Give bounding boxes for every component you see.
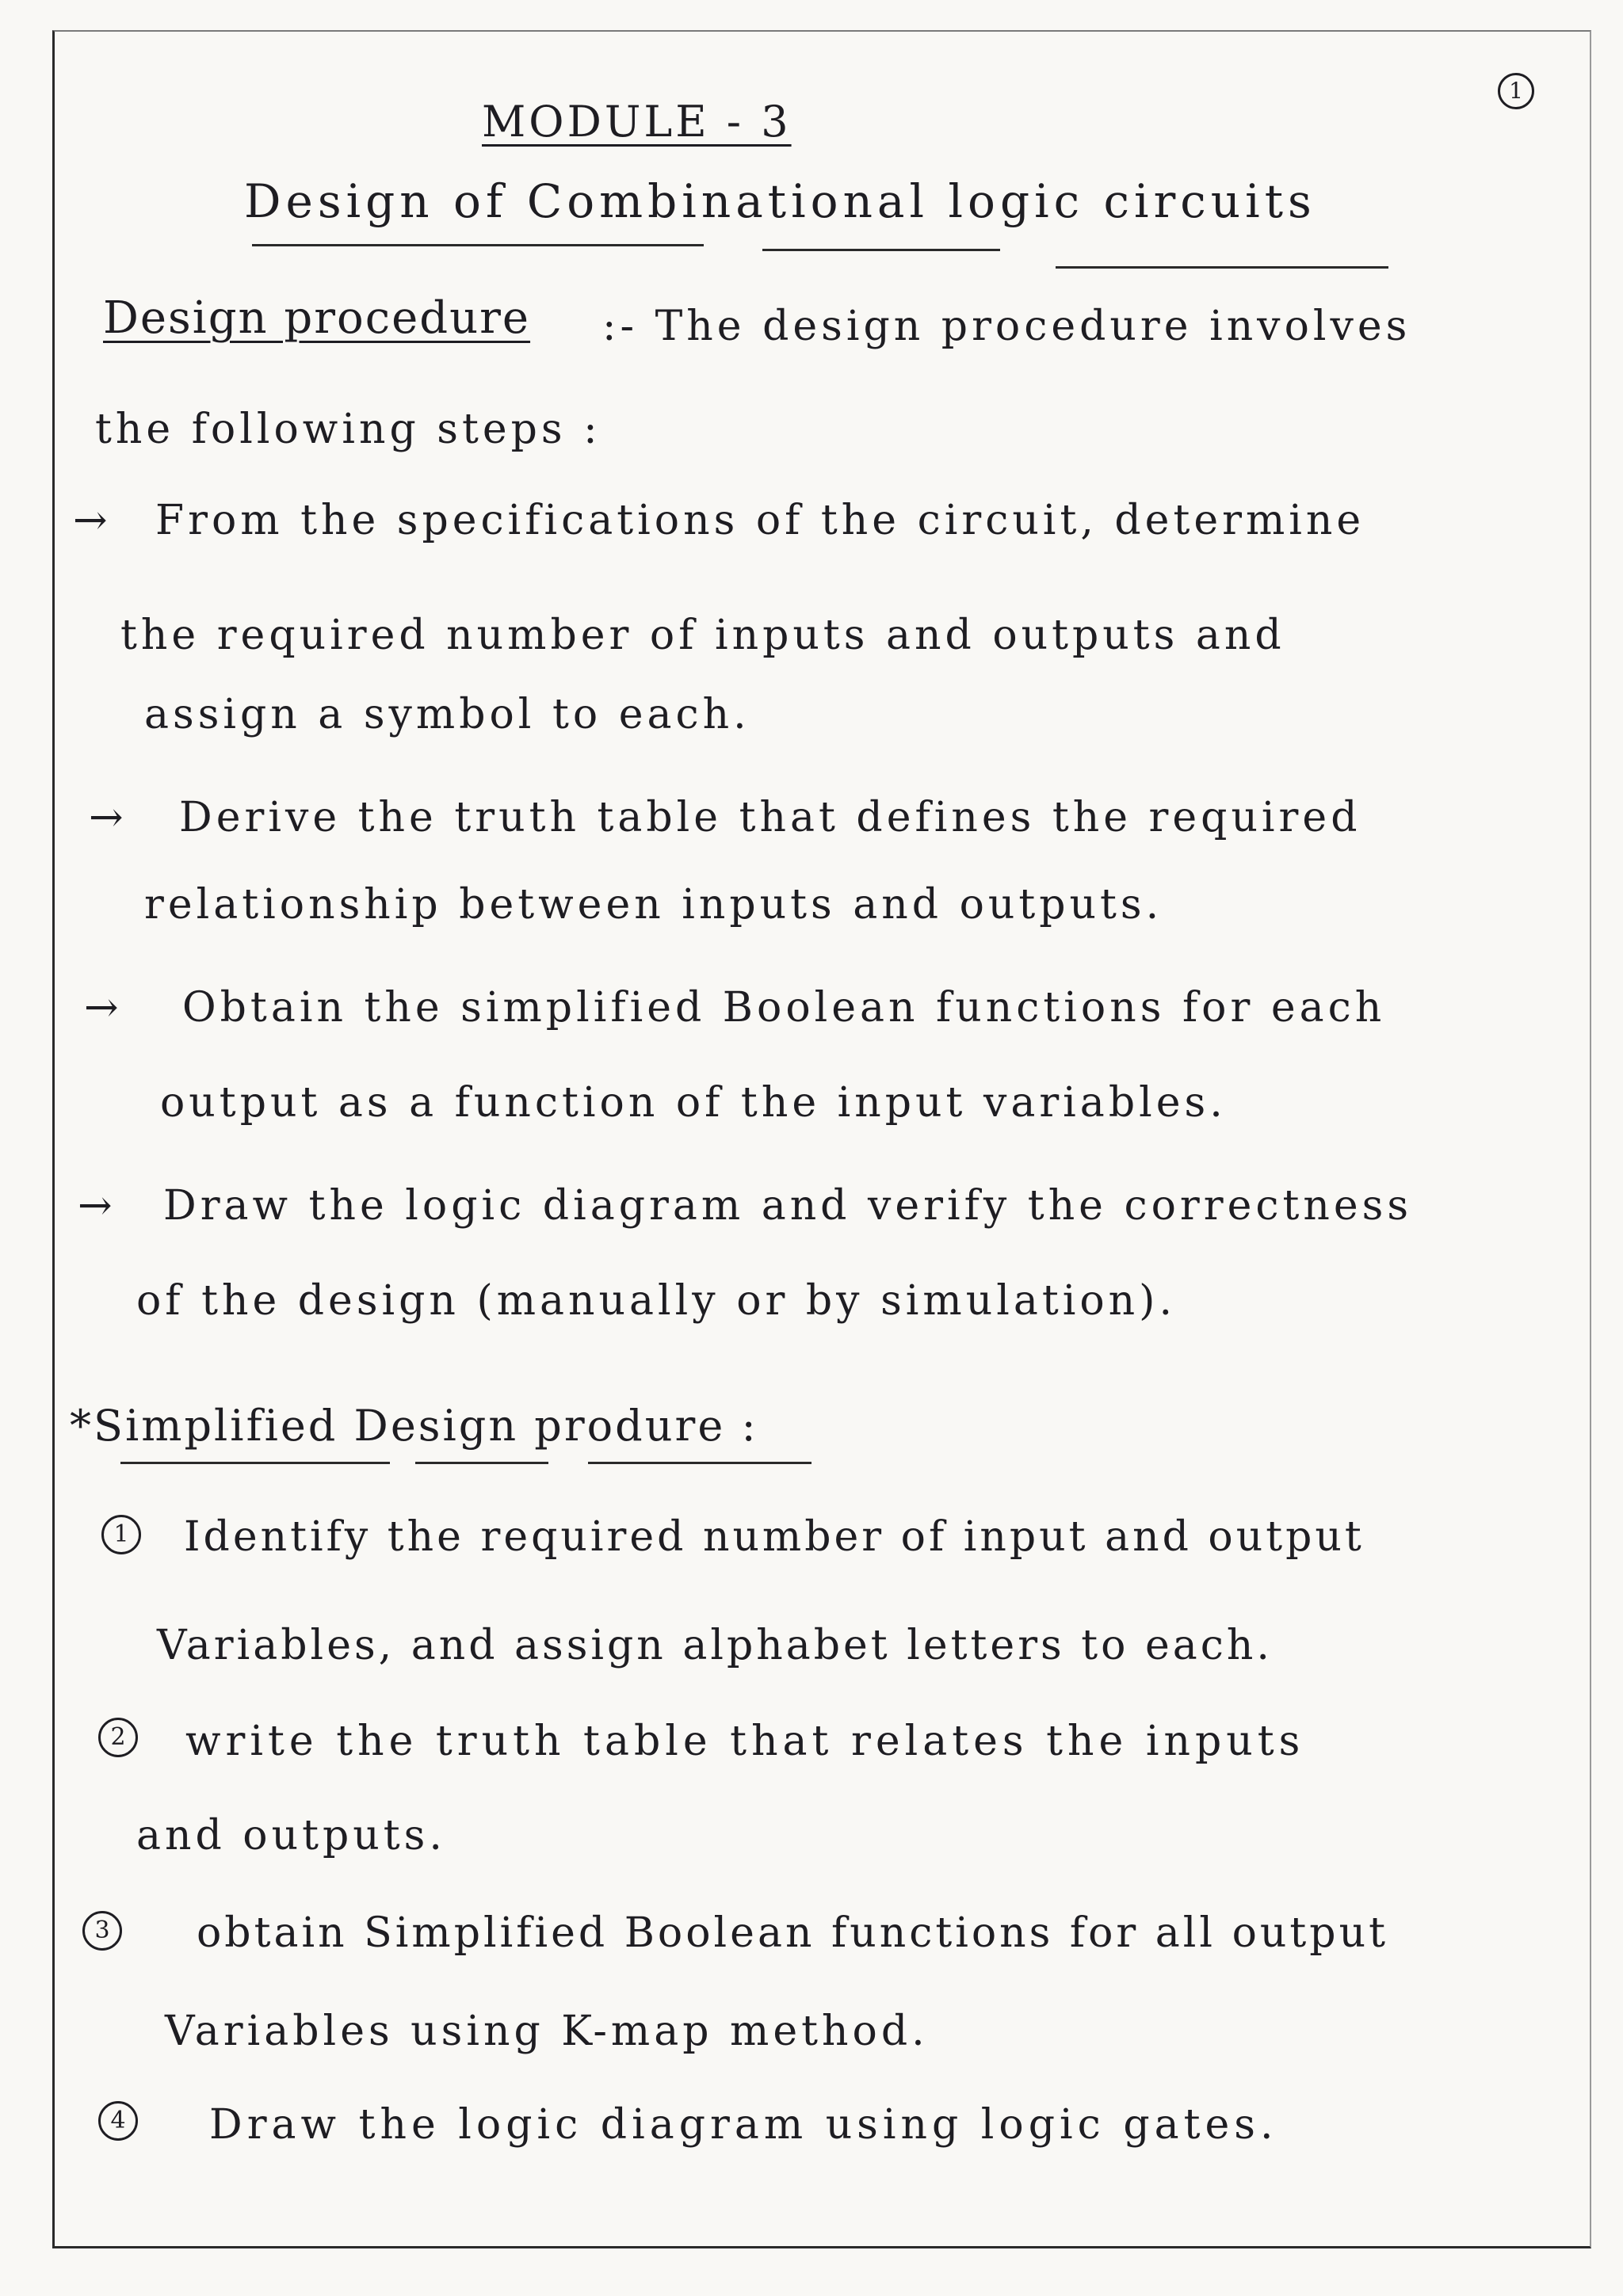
item-2-number: 2 [98, 1718, 138, 1757]
arrow-bullet: → [78, 1182, 114, 1230]
item-3-number: 3 [82, 1911, 122, 1951]
item-1-line-1: Identify the required number of input and output [184, 1513, 1365, 1561]
item-3-line-1: obtain Simplified Boolean functions for all output [197, 1909, 1388, 1957]
step-2-line-2: relationship between inputs and outputs. [144, 881, 1163, 929]
step-3-line-1: Obtain the simplified Boolean functions for each [182, 984, 1386, 1032]
step-1-line-2: the required number of inputs and outputs and [120, 612, 1285, 659]
module-heading: MODULE - 3 [482, 97, 792, 147]
item-4-number: 4 [98, 2101, 138, 2141]
step-2-line-1: Derive the truth table that defines the required [179, 794, 1361, 841]
item-1-number: 1 [101, 1515, 141, 1554]
item-2-line-2: and outputs. [136, 1812, 446, 1859]
arrow-bullet: → [73, 497, 109, 544]
step-4-line-2: of the design (manually or by simulation). [136, 1277, 1176, 1325]
simplified-heading: *Simplified Design produre : [70, 1401, 758, 1451]
item-2-line-1: write the truth table that relates the inputs [185, 1718, 1305, 1765]
title-underline-1 [252, 244, 704, 246]
step-1-line-1: From the specifications of the circuit, determine [155, 497, 1365, 544]
step-3-line-2: output as a function of the input variables. [160, 1079, 1227, 1127]
step-4-line-1: Draw the logic diagram and verify the correctness [163, 1182, 1413, 1230]
item-4-line-1: Draw the logic diagram using logic gates. [209, 2101, 1278, 2149]
title-underline-2 [762, 249, 1000, 251]
page-number: 1 [1498, 73, 1534, 109]
design-procedure-heading: Design procedure [103, 292, 531, 344]
title-underline-3 [1056, 266, 1388, 269]
arrow-bullet: → [89, 794, 125, 841]
item-3-line-2: Variables using K-map method. [165, 2008, 929, 2055]
simplified-underline-2 [415, 1462, 548, 1464]
item-1-line-2: Variables, and assign alphabet letters to each. [157, 1622, 1273, 1669]
page-title: Design of Combinational logic circuits [244, 174, 1316, 228]
simplified-underline-3 [588, 1462, 812, 1464]
arrow-bullet: → [84, 984, 120, 1032]
intro-line-1: :- The design procedure involves [602, 303, 1411, 350]
simplified-underline-1 [120, 1462, 390, 1464]
step-1-line-3: assign a symbol to each. [144, 691, 750, 738]
intro-line-2: the following steps : [95, 406, 601, 453]
